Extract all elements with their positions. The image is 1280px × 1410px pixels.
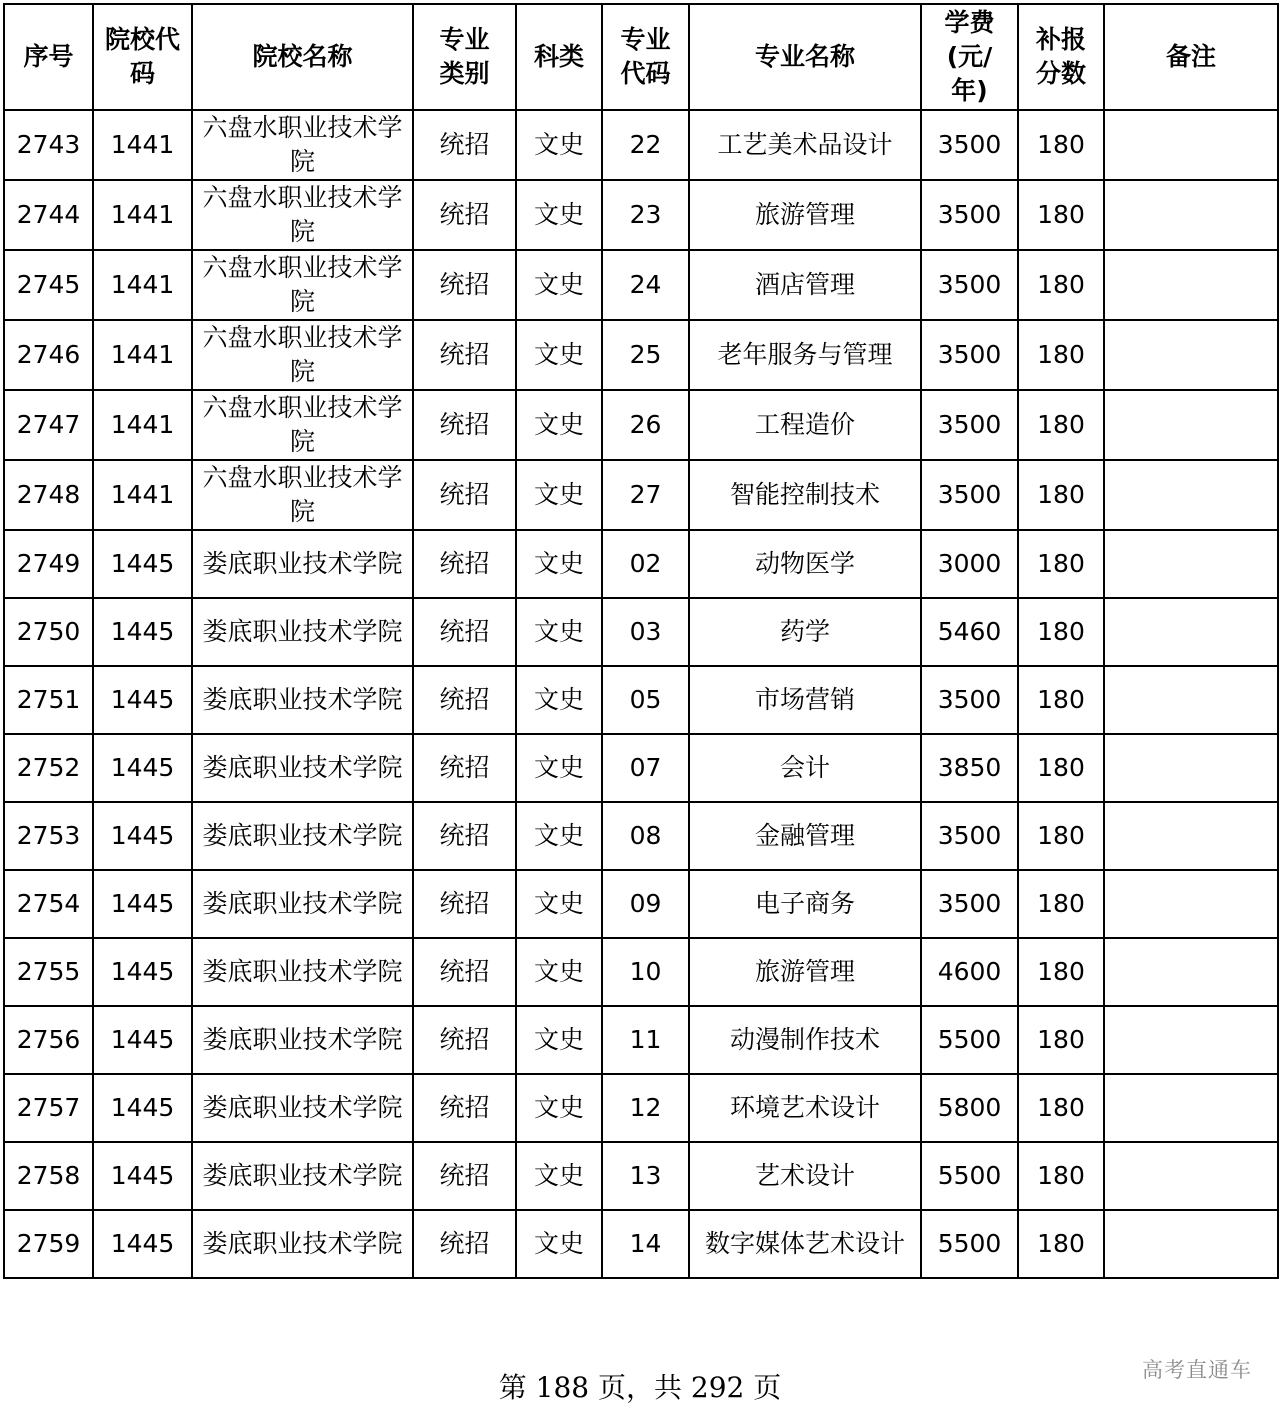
cell-tuition: 3500 [921, 110, 1018, 180]
cell-school-name: 六盘水职业技术学院 [192, 390, 413, 460]
watermark-text: 高考直通车 [1142, 1358, 1252, 1382]
cell-score: 180 [1018, 320, 1104, 390]
cell-seq: 2750 [4, 598, 93, 666]
cell-subject: 文史 [516, 460, 602, 530]
cell-note [1104, 1142, 1278, 1210]
cell-subject: 文史 [516, 390, 602, 460]
cell-school-name: 娄底职业技术学院 [192, 802, 413, 870]
cell-score: 180 [1018, 666, 1104, 734]
cell-major-name: 智能控制技术 [689, 460, 921, 530]
cell-tuition: 5460 [921, 598, 1018, 666]
cell-category: 统招 [413, 180, 516, 250]
cell-category: 统招 [413, 938, 516, 1006]
cell-note [1104, 250, 1278, 320]
table-row [4, 802, 1278, 870]
cell-tuition: 5500 [921, 1006, 1018, 1074]
cell-note [1104, 802, 1278, 870]
table-row [4, 390, 1278, 460]
cell-subject: 文史 [516, 802, 602, 870]
cell-major-name: 工程造价 [689, 390, 921, 460]
cell-major-code: 03 [602, 598, 689, 666]
cell-major-code: 22 [602, 110, 689, 180]
cell-tuition: 3850 [921, 734, 1018, 802]
cell-seq: 2757 [4, 1074, 93, 1142]
cell-major-code: 08 [602, 802, 689, 870]
cell-major-name: 艺术设计 [689, 1142, 921, 1210]
cell-note [1104, 598, 1278, 666]
cell-category: 统招 [413, 460, 516, 530]
cell-major-code: 27 [602, 460, 689, 530]
cell-category: 统招 [413, 598, 516, 666]
cell-tuition: 3500 [921, 390, 1018, 460]
cell-seq: 2746 [4, 320, 93, 390]
cell-school-name: 娄底职业技术学院 [192, 598, 413, 666]
cell-tuition: 3500 [921, 666, 1018, 734]
cell-school-name: 娄底职业技术学院 [192, 1006, 413, 1074]
table-row [4, 1074, 1278, 1142]
cell-tuition: 5500 [921, 1142, 1018, 1210]
cell-score: 180 [1018, 938, 1104, 1006]
cell-note [1104, 666, 1278, 734]
cell-subject: 文史 [516, 1142, 602, 1210]
cell-note [1104, 1006, 1278, 1074]
cell-subject: 文史 [516, 530, 602, 598]
cell-school-name: 六盘水职业技术学院 [192, 110, 413, 180]
table-row [4, 180, 1278, 250]
cell-subject: 文史 [516, 250, 602, 320]
cell-category: 统招 [413, 110, 516, 180]
cell-major-name: 动漫制作技术 [689, 1006, 921, 1074]
cell-subject: 文史 [516, 1006, 602, 1074]
cell-major-name: 工艺美术品设计 [689, 110, 921, 180]
cell-major-code: 09 [602, 870, 689, 938]
cell-tuition: 3500 [921, 250, 1018, 320]
cell-tuition: 3500 [921, 870, 1018, 938]
cell-major-code: 11 [602, 1006, 689, 1074]
cell-school-code: 1445 [93, 530, 192, 598]
cell-seq: 2748 [4, 460, 93, 530]
cell-school-name: 娄底职业技术学院 [192, 1074, 413, 1142]
cell-school-name: 娄底职业技术学院 [192, 734, 413, 802]
cell-note [1104, 390, 1278, 460]
table-row [4, 938, 1278, 1006]
cell-score: 180 [1018, 110, 1104, 180]
cell-seq: 2756 [4, 1006, 93, 1074]
cell-school-code: 1445 [93, 802, 192, 870]
cell-tuition: 3000 [921, 530, 1018, 598]
cell-major-code: 05 [602, 666, 689, 734]
cell-category: 统招 [413, 320, 516, 390]
table-row [4, 460, 1278, 530]
header-category: 专业 类别 [413, 4, 516, 110]
cell-category: 统招 [413, 666, 516, 734]
cell-score: 180 [1018, 1210, 1104, 1278]
cell-school-name: 六盘水职业技术学院 [192, 320, 413, 390]
cell-major-name: 金融管理 [689, 802, 921, 870]
cell-school-code: 1445 [93, 870, 192, 938]
cell-major-name: 环境艺术设计 [689, 1074, 921, 1142]
cell-subject: 文史 [516, 110, 602, 180]
cell-seq: 2743 [4, 110, 93, 180]
cell-tuition: 5800 [921, 1074, 1018, 1142]
cell-seq: 2745 [4, 250, 93, 320]
page-footer: 第 188 页，共 292 页 [498, 1371, 782, 1404]
header-school-name: 院校名称 [192, 4, 413, 110]
table-row [4, 1210, 1278, 1278]
cell-major-code: 12 [602, 1074, 689, 1142]
cell-major-code: 25 [602, 320, 689, 390]
cell-score: 180 [1018, 250, 1104, 320]
cell-note [1104, 110, 1278, 180]
cell-note [1104, 938, 1278, 1006]
cell-major-code: 13 [602, 1142, 689, 1210]
cell-category: 统招 [413, 390, 516, 460]
cell-school-code: 1445 [93, 938, 192, 1006]
cell-subject: 文史 [516, 320, 602, 390]
cell-score: 180 [1018, 598, 1104, 666]
cell-note [1104, 734, 1278, 802]
cell-category: 统招 [413, 530, 516, 598]
cell-category: 统招 [413, 1074, 516, 1142]
cell-category: 统招 [413, 802, 516, 870]
cell-subject: 文史 [516, 870, 602, 938]
cell-score: 180 [1018, 390, 1104, 460]
table-row [4, 870, 1278, 938]
cell-school-code: 1445 [93, 666, 192, 734]
cell-school-code: 1441 [93, 390, 192, 460]
cell-major-name: 市场营销 [689, 666, 921, 734]
cell-school-code: 1445 [93, 734, 192, 802]
table-row [4, 320, 1278, 390]
cell-seq: 2751 [4, 666, 93, 734]
cell-score: 180 [1018, 1074, 1104, 1142]
cell-school-code: 1441 [93, 180, 192, 250]
cell-subject: 文史 [516, 666, 602, 734]
cell-school-name: 娄底职业技术学院 [192, 870, 413, 938]
cell-note [1104, 870, 1278, 938]
cell-subject: 文史 [516, 1074, 602, 1142]
cell-school-name: 娄底职业技术学院 [192, 1142, 413, 1210]
cell-major-code: 07 [602, 734, 689, 802]
cell-major-name: 电子商务 [689, 870, 921, 938]
cell-school-name: 六盘水职业技术学院 [192, 250, 413, 320]
cell-category: 统招 [413, 870, 516, 938]
cell-subject: 文史 [516, 598, 602, 666]
cell-tuition: 3500 [921, 320, 1018, 390]
cell-tuition: 3500 [921, 460, 1018, 530]
cell-subject: 文史 [516, 1210, 602, 1278]
cell-major-name: 动物医学 [689, 530, 921, 598]
cell-school-code: 1445 [93, 1006, 192, 1074]
header-tuition: 学费 (元/ 年) [921, 4, 1018, 110]
cell-tuition: 3500 [921, 180, 1018, 250]
cell-school-code: 1445 [93, 1210, 192, 1278]
header-note: 备注 [1104, 4, 1278, 110]
cell-category: 统招 [413, 250, 516, 320]
cell-major-code: 23 [602, 180, 689, 250]
cell-major-code: 14 [602, 1210, 689, 1278]
cell-school-name: 娄底职业技术学院 [192, 666, 413, 734]
table-row [4, 598, 1278, 666]
cell-note [1104, 180, 1278, 250]
cell-score: 180 [1018, 1006, 1104, 1074]
cell-school-name: 娄底职业技术学院 [192, 938, 413, 1006]
cell-note [1104, 320, 1278, 390]
cell-tuition: 5500 [921, 1210, 1018, 1278]
cell-seq: 2747 [4, 390, 93, 460]
cell-major-name: 旅游管理 [689, 180, 921, 250]
table-row [4, 734, 1278, 802]
cell-subject: 文史 [516, 180, 602, 250]
cell-seq: 2749 [4, 530, 93, 598]
table-row [4, 530, 1278, 598]
cell-subject: 文史 [516, 734, 602, 802]
table-row [4, 1142, 1278, 1210]
cell-seq: 2752 [4, 734, 93, 802]
cell-seq: 2753 [4, 802, 93, 870]
cell-note [1104, 530, 1278, 598]
cell-seq: 2759 [4, 1210, 93, 1278]
cell-category: 统招 [413, 734, 516, 802]
cell-school-code: 1445 [93, 1142, 192, 1210]
cell-note [1104, 460, 1278, 530]
cell-major-code: 26 [602, 390, 689, 460]
cell-major-code: 10 [602, 938, 689, 1006]
cell-category: 统招 [413, 1142, 516, 1210]
cell-school-code: 1441 [93, 250, 192, 320]
header-subject: 科类 [516, 4, 602, 110]
cell-tuition: 4600 [921, 938, 1018, 1006]
cell-major-name: 旅游管理 [689, 938, 921, 1006]
cell-major-code: 02 [602, 530, 689, 598]
table-body [4, 110, 1278, 1278]
cell-major-name: 会计 [689, 734, 921, 802]
cell-major-name: 老年服务与管理 [689, 320, 921, 390]
cell-category: 统招 [413, 1006, 516, 1074]
cell-score: 180 [1018, 1142, 1104, 1210]
cell-school-name: 娄底职业技术学院 [192, 530, 413, 598]
cell-major-name: 酒店管理 [689, 250, 921, 320]
cell-school-code: 1441 [93, 460, 192, 530]
cell-score: 180 [1018, 734, 1104, 802]
cell-tuition: 3500 [921, 802, 1018, 870]
cell-major-name: 数字媒体艺术设计 [689, 1210, 921, 1278]
cell-score: 180 [1018, 180, 1104, 250]
cell-score: 180 [1018, 530, 1104, 598]
table-row [4, 1006, 1278, 1074]
cell-school-name: 六盘水职业技术学院 [192, 180, 413, 250]
header-major-code: 专业 代码 [602, 4, 689, 110]
cell-seq: 2758 [4, 1142, 93, 1210]
cell-school-code: 1445 [93, 1074, 192, 1142]
cell-school-code: 1441 [93, 320, 192, 390]
cell-score: 180 [1018, 802, 1104, 870]
cell-school-name: 娄底职业技术学院 [192, 1210, 413, 1278]
cell-subject: 文史 [516, 938, 602, 1006]
cell-score: 180 [1018, 870, 1104, 938]
cell-major-code: 24 [602, 250, 689, 320]
header-major-name: 专业名称 [689, 4, 921, 110]
cell-major-name: 药学 [689, 598, 921, 666]
cell-seq: 2755 [4, 938, 93, 1006]
table-row [4, 110, 1278, 180]
cell-school-code: 1445 [93, 598, 192, 666]
cell-score: 180 [1018, 460, 1104, 530]
cell-note [1104, 1210, 1278, 1278]
table-row [4, 666, 1278, 734]
header-school-code: 院校代 码 [93, 4, 192, 110]
header-score: 补报 分数 [1018, 4, 1104, 110]
header-row [4, 4, 1278, 110]
table-row [4, 250, 1278, 320]
cell-category: 统招 [413, 1210, 516, 1278]
cell-school-code: 1441 [93, 110, 192, 180]
cell-note [1104, 1074, 1278, 1142]
admission-table [3, 3, 1279, 1279]
header-seq: 序号 [4, 4, 93, 110]
cell-seq: 2754 [4, 870, 93, 938]
cell-school-name: 六盘水职业技术学院 [192, 460, 413, 530]
cell-seq: 2744 [4, 180, 93, 250]
